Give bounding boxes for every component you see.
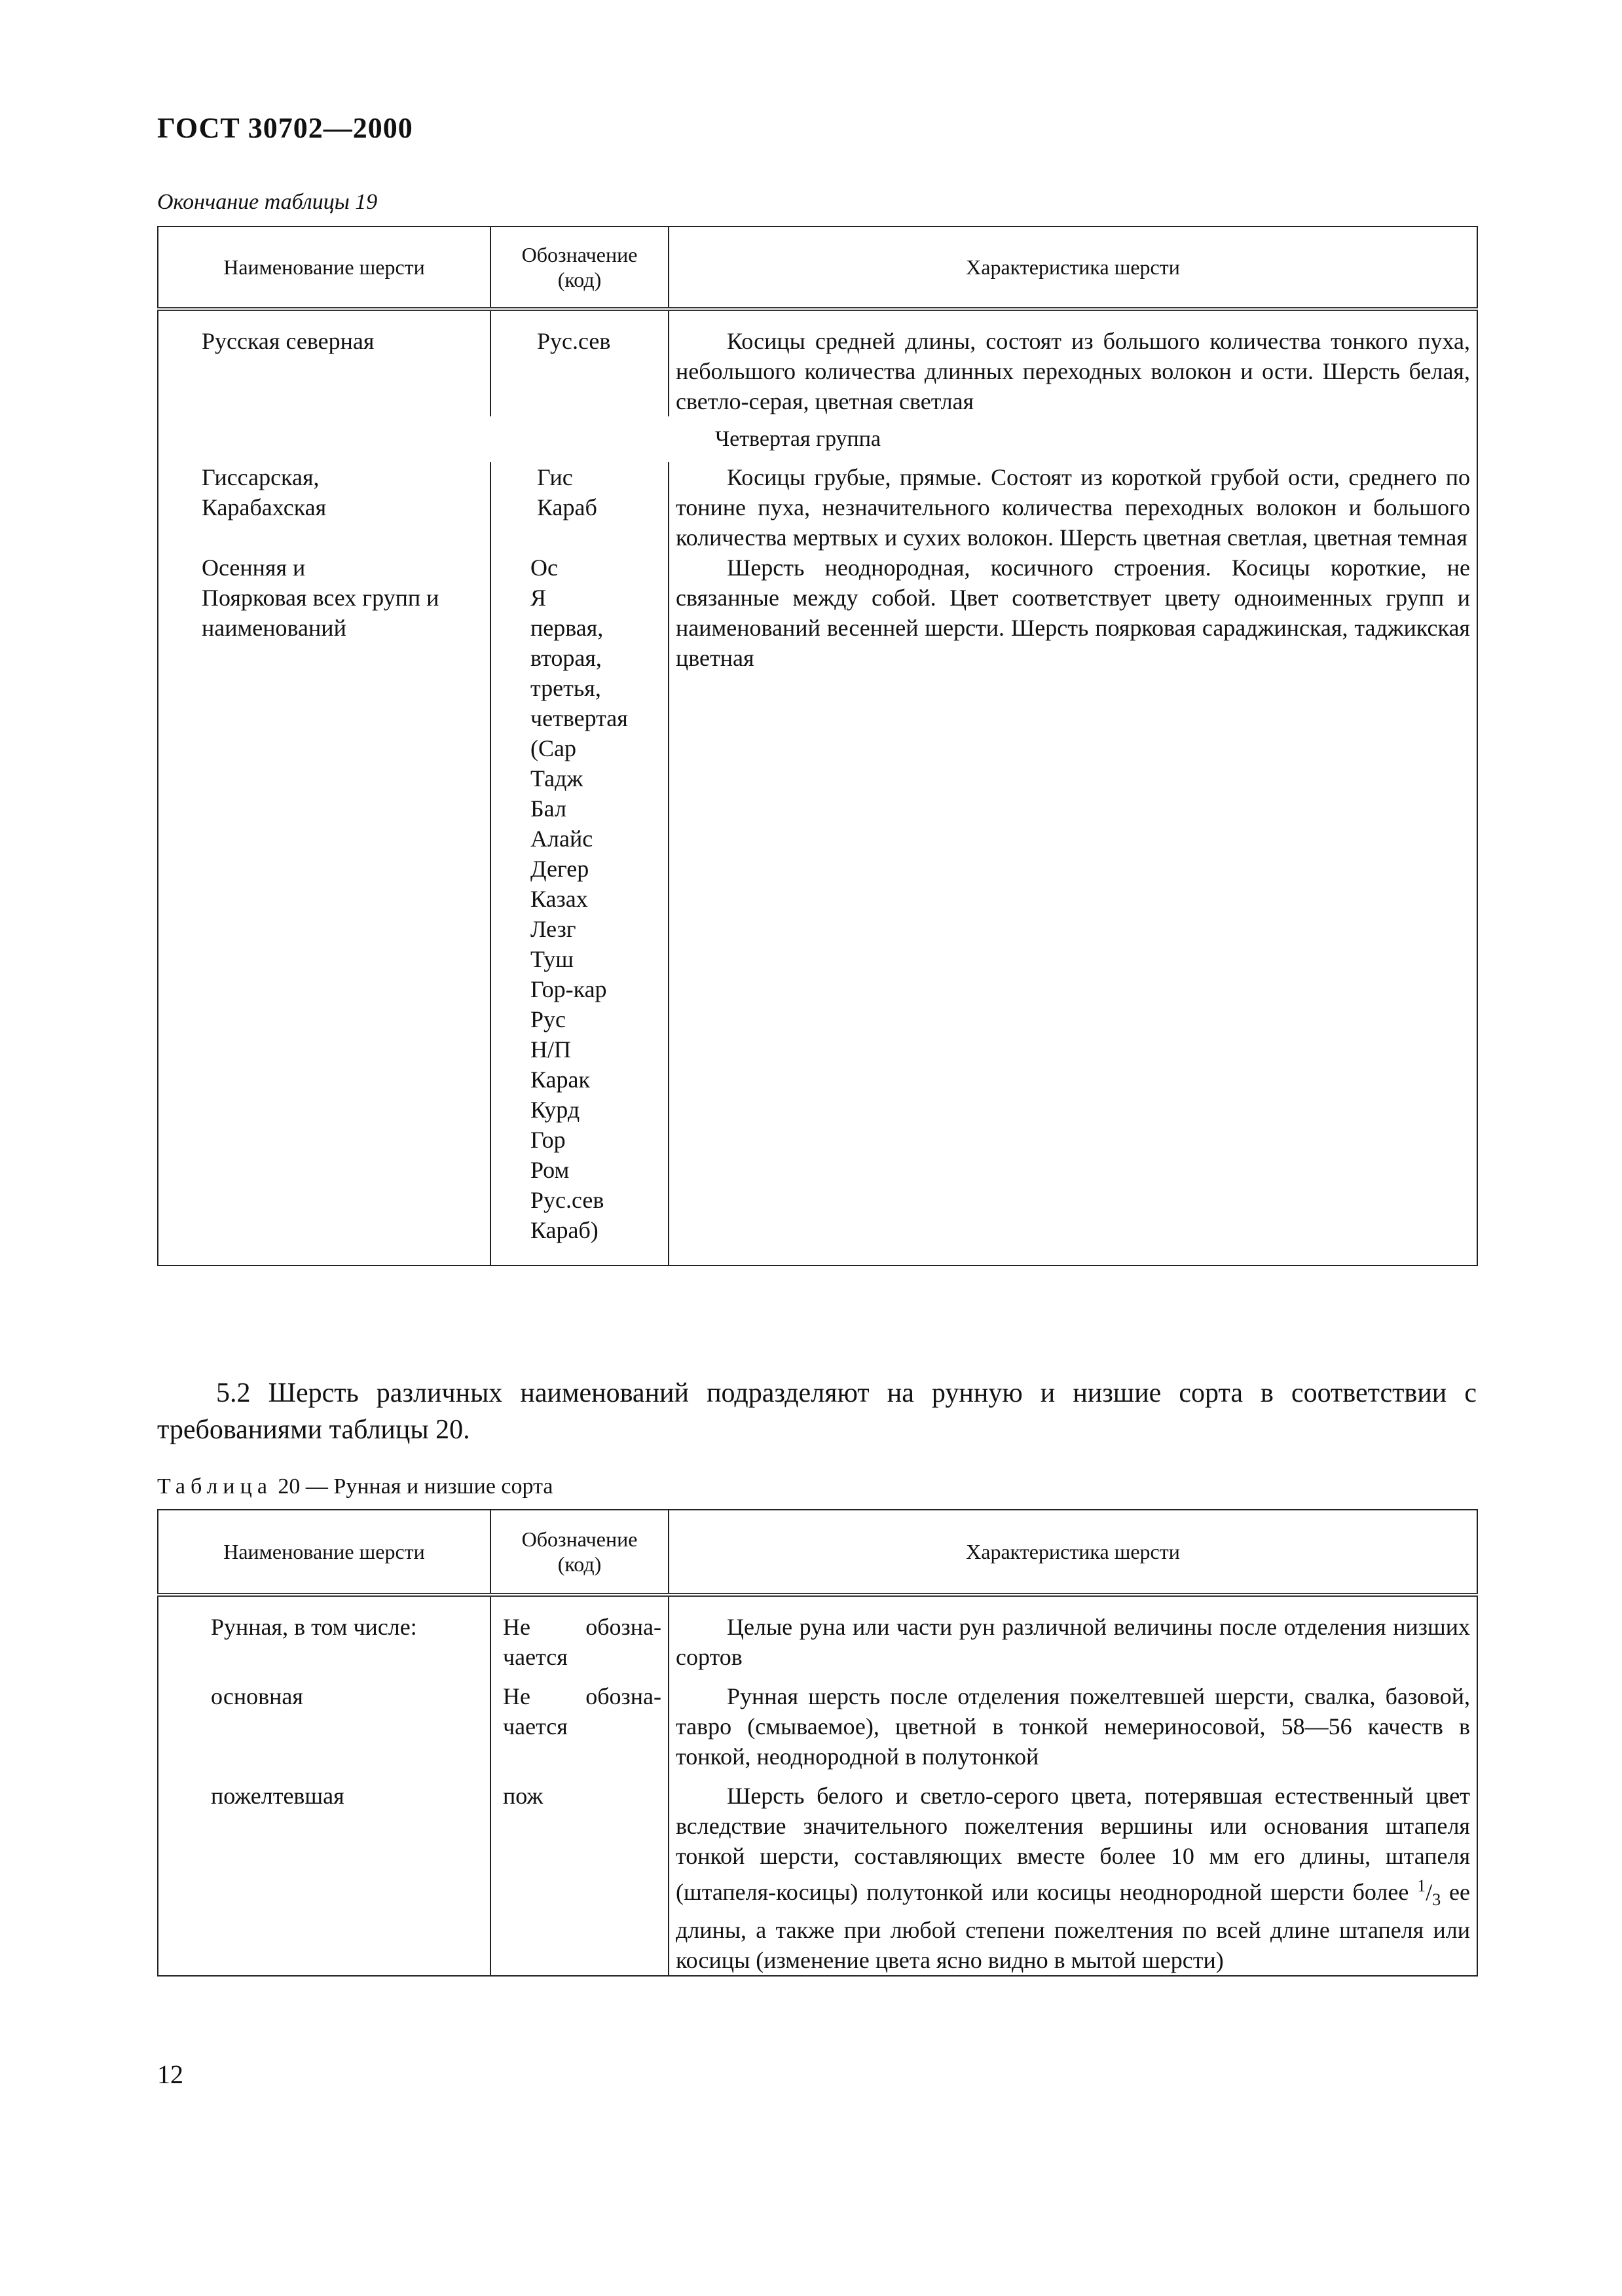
table20-title: 20 — Рунная и низшие сорта (278, 1474, 553, 1499)
code-line: вторая, (530, 645, 602, 671)
table-20 (157, 1509, 1478, 1977)
characteristic-text-a: Шерсть белого и светло-серого цвета, потерявшая естественный цвет вследствие значительного пожелтения вершины или основания штапеля тонкой шерсти, составляющих вместе более 10 мм его длины, штапеля (штапеля-косицы) полутонкой или косицы неоднородной шерсти более (676, 1783, 1470, 1905)
fraction-numerator: 1 (1417, 1876, 1426, 1895)
wool-name: пожелтевшая (158, 1781, 490, 1976)
table-19 (157, 226, 1478, 1266)
table-row (158, 553, 1477, 1266)
wool-code (490, 1681, 669, 1781)
code-line: четвертая (530, 705, 628, 731)
code-line: Ос (530, 555, 558, 581)
wool-name (158, 462, 490, 553)
column-header-name: Наименование шерсти (158, 227, 490, 309)
table19-caption: Окончание таблицы 19 (157, 190, 378, 214)
page-number: 12 (157, 2060, 183, 2089)
group-heading: Четвертая группа (158, 416, 1477, 462)
column-header-name: Наименование шерсти (158, 1510, 490, 1595)
name-line: Карабахская (202, 494, 327, 520)
code-line: Алайс (530, 826, 593, 852)
wool-name: основная (158, 1681, 490, 1781)
code-line: Рус (530, 1006, 566, 1032)
wool-characteristic: Целые руна или части рун различной величины после отделения низших сортов (669, 1612, 1477, 1681)
wool-code: Рус.сев (490, 326, 669, 416)
document-code: ГОСТ 30702—2000 (157, 112, 413, 144)
code-line: Лезг (530, 916, 576, 942)
column-header-characteristic: Характеристика шерсти (669, 1510, 1477, 1595)
code-line: Гис (537, 464, 573, 490)
table-word: Таблица (157, 1474, 272, 1499)
code-line: Рус.сев (530, 1187, 604, 1213)
paragraph-5-2: 5.2 Шерсть различных наименований подразделяют на рунную и низшие сорта в соответствии с требованиями таблицы 20. (157, 1378, 1477, 1445)
wool-characteristic: Косицы средней длины, состоят из большого количества тонкого пуха, небольшого количества длинных переходных волокон и ости. Шерсть белая, светло-серая, цветная светлая (669, 326, 1477, 416)
code-line: чается (503, 1713, 568, 1740)
code-line: Туш (530, 946, 574, 972)
wool-characteristic (669, 1781, 1477, 1976)
wool-code-list (490, 553, 669, 1266)
name-line: Поярковая всех групп и (202, 585, 439, 611)
group-row (158, 416, 1477, 462)
code-line: (Сар (530, 735, 576, 761)
wool-characteristic: Рунная шерсть после отделения пожелтевшей шерсти, свалка, базовой, тавро (смываемое), цветной в тонкой немериносовой, 58—56 качеств в тонкой, неоднородной в полутонкой (669, 1681, 1477, 1781)
wool-code (490, 462, 669, 553)
code-line: Гор-кар (530, 976, 607, 1002)
fraction-one-third: $^1/_3$ (1417, 1876, 1441, 1910)
table-row (158, 1781, 1477, 1976)
name-line: Осенняя и (202, 555, 306, 581)
code-line: Ром (530, 1157, 570, 1183)
code-line: Не обозна- (503, 1614, 661, 1640)
table-row (158, 1681, 1477, 1781)
code-line: третья, (530, 675, 601, 701)
table-row (158, 1612, 1477, 1681)
name-line: наименований (202, 615, 346, 641)
code-line: Тадж (530, 765, 583, 792)
column-header-code: Обозначение (код) (490, 1510, 669, 1595)
code-line: первая, (530, 615, 604, 641)
wool-code (490, 1612, 669, 1681)
column-header-code: Обозначение (код) (490, 227, 669, 309)
code-line: Я (530, 585, 547, 611)
fraction-denominator: 3 (1432, 1890, 1441, 1910)
code-line: Карак (530, 1066, 590, 1093)
wool-characteristic: Косицы грубые, прямые. Состоят из короткой грубой ости, среднего по тонине пуха, незначительного количества переходных волокон и большого количества мертвых и сухих волокон. Шерсть цветная светлая, цветная темная (669, 462, 1477, 553)
code-line: Курд (530, 1097, 580, 1123)
code-line: Н/П (530, 1036, 571, 1063)
code-line: Бал (530, 795, 566, 822)
characteristic-text-b: ее длины, а также при любой степени пожелтения по всей длине штапеля или косицы (изменение цвета ясно видно в мытой шерсти) (676, 1879, 1470, 1974)
wool-name (158, 553, 490, 1266)
code-line: Караб) (530, 1217, 599, 1243)
wool-name: Рунная, в том числе: (158, 1612, 490, 1681)
code-line: Дегер (530, 856, 589, 882)
table20-caption (157, 1474, 553, 1499)
table-row (158, 326, 1477, 416)
code-line: Караб (537, 494, 597, 520)
code-line: Казах (530, 886, 588, 912)
name-line: Гиссарская, (202, 464, 320, 490)
wool-characteristic: Шерсть неоднородная, косичного строения. Косицы короткие, не связанные между собой. Цвет соответствует цвету одноименных групп и наименований весенней шерсти. Шерсть поярковая сараджинская, таджикская цветная (669, 553, 1477, 1266)
code-line: Не обозна- (503, 1683, 661, 1709)
table-row (158, 462, 1477, 553)
code-line: чается (503, 1644, 568, 1670)
wool-name: Русская северная (158, 326, 490, 416)
column-header-characteristic: Характеристика шерсти (669, 227, 1477, 309)
wool-code: пож (490, 1781, 669, 1976)
code-line: Гор (530, 1127, 566, 1153)
